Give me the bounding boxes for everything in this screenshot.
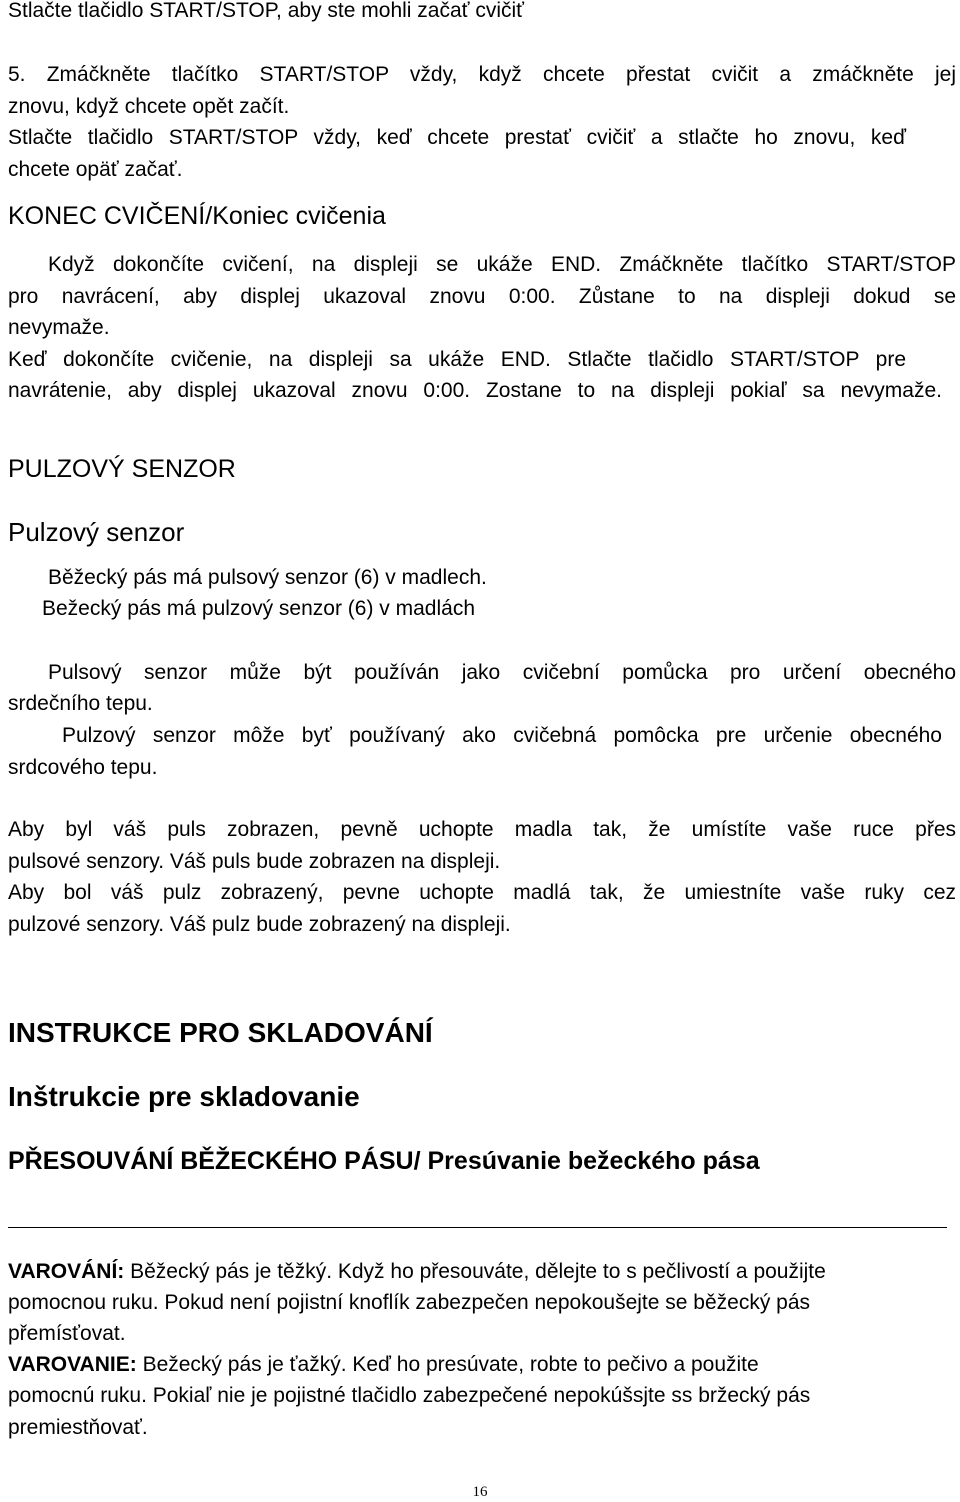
- text-line: srdečního tepu.: [8, 692, 153, 715]
- text-line: Stlačte tlačidlo START/STOP, aby ste mohli začať cvičiť: [8, 0, 525, 22]
- warning-text: Běžecký pás je těžký. Když ho přesouváte, dělejte to s pečlivostí a použijte: [124, 1260, 826, 1283]
- warning-cz-line: [8, 1259, 826, 1285]
- section-heading-pulse-sensor: PULZOVÝ SENZOR: [8, 455, 236, 483]
- text-line: Když dokončíte cvičení, na displeji se ukáže END. Zmáčkněte tlačítko START/STOP: [48, 253, 956, 276]
- text-line: Bežecký pás má pulzový senzor (6) v madlách: [42, 597, 476, 620]
- text-line: Pulzový senzor môže byť používaný ako cvičebná pomôcka pre určenie obecného: [62, 724, 942, 747]
- text-line: Keď dokončíte cvičenie, na displeji sa ukáže END. Stlačte tlačidlo START/STOP pre: [8, 348, 906, 371]
- warning-label: VAROVANIE:: [8, 1353, 137, 1376]
- text-line: Běžecký pás má pulsový senzor (6) v madlech.: [48, 566, 487, 589]
- warning-sk-line: [8, 1352, 759, 1378]
- warning-label: VAROVÁNÍ:: [8, 1260, 125, 1283]
- text-line: Aby byl váš puls zobrazen, pevně uchopte madla tak, že umístíte vaše ruce přes: [8, 818, 956, 841]
- text-line: srdcového tepu.: [8, 756, 158, 779]
- text-line: nevymaže.: [8, 316, 110, 339]
- text-line: pulzové senzory. Váš pulz bude zobrazený na displeji.: [8, 913, 511, 936]
- section-heading-end-of-exercise: KONEC CVIČENÍ/Koniec cvičenia: [8, 202, 386, 230]
- text-line: pomocnú ruku. Pokiaľ nie je pojistné tlačidlo zabezpečené nepokúšsjte ss bržecký pás: [8, 1384, 811, 1407]
- step-5-text: 5. Zmáčkněte tlačítko START/STOP vždy, když chcete přestat cvičit a zmáčkněte jej: [8, 63, 956, 86]
- text-line: Stlačte tlačidlo START/STOP vždy, keď chcete prestať cvičiť a stlačte ho znovu, keď: [8, 126, 906, 149]
- section-heading-storage-instructions: INSTRUKCE PRO SKLADOVÁNÍ: [8, 1017, 433, 1048]
- subheading-pulse-sensor: Pulzový senzor: [8, 517, 185, 547]
- page-number: 16: [472, 1484, 488, 1500]
- text-line: pomocnou ruku. Pokud není pojistní knoflík zabezpečen nepokoušejte se běžecký pás: [8, 1291, 811, 1314]
- text-line: navrátenie, aby displej ukazoval znovu 0:00. Zostane to na displeji pokiaľ sa nevymaže.: [8, 379, 942, 402]
- text-line: chcete opäť začať.: [8, 158, 183, 181]
- horizontal-divider: [8, 1227, 947, 1228]
- text-line: Aby bol váš pulz zobrazený, pevne uchopte madlá tak, že umiestníte vaše ruky cez: [8, 881, 956, 904]
- text-line: přemísťovat.: [8, 1322, 126, 1345]
- text-line: pro navrácení, aby displej ukazoval znovu 0:00. Zůstane to na displeji dokud se: [8, 285, 956, 308]
- subheading-storage-instructions: Inštrukcie pre skladovanie: [8, 1081, 360, 1112]
- text-line: Pulsový senzor může být používán jako cvičební pomůcka pro určení obecného: [48, 661, 956, 684]
- text-line: pulsové senzory. Váš puls bude zobrazen na displeji.: [8, 850, 501, 873]
- subheading-moving-treadmill: PŘESOUVÁNÍ BĚŽECKÉHO PÁSU/ Presúvanie bežeckého pása: [8, 1147, 760, 1175]
- warning-text: Bežecký pás je ťažký. Keď ho presúvate, robte to pečivo a použite: [136, 1353, 759, 1376]
- text-line: premiestňovať.: [8, 1416, 148, 1439]
- text-line: znovu, když chcete opět začít.: [8, 95, 290, 118]
